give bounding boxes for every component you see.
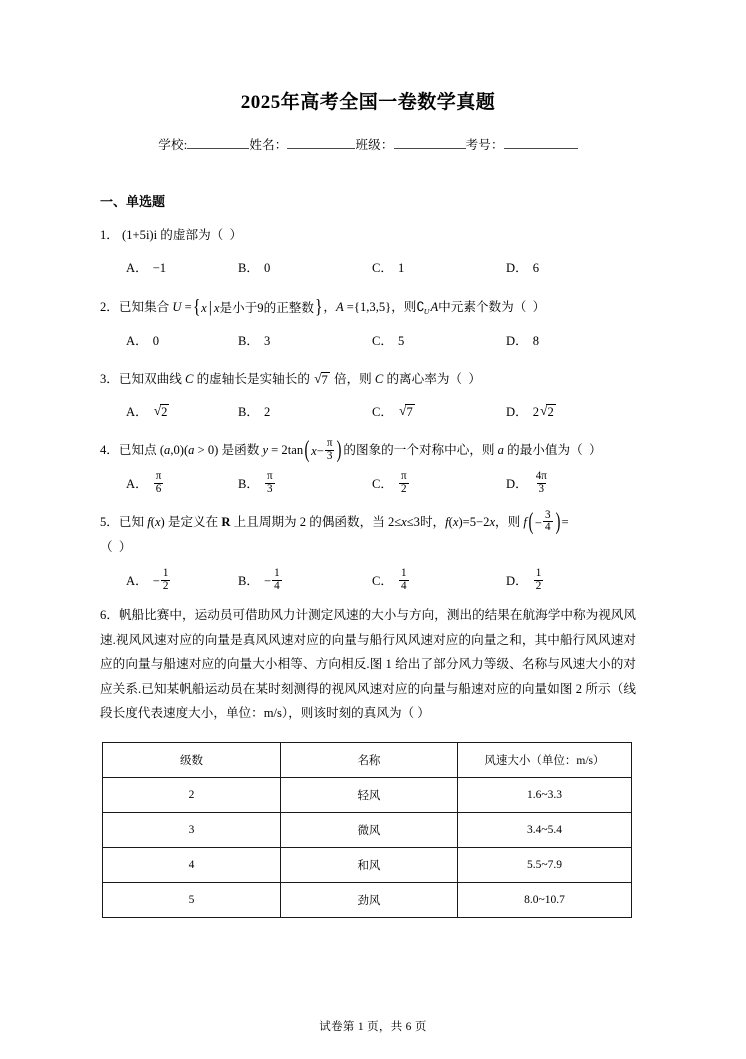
wind-scale-table [102,742,632,918]
option-value: 8 [532,334,539,349]
question-3-options [100,400,636,425]
cell-level: 4 [103,848,281,883]
cell-name: 轻风 [280,778,457,813]
question-2-option-d[interactable] [506,329,626,354]
question-3-number: 3． [100,371,119,386]
cell-name: 劲风 [280,883,457,918]
cell-speed: 8.0~10.7 [457,883,631,918]
question-5-option-b[interactable]: B． − $\frac{1}{4}$ [238,566,280,592]
exam-id-blank[interactable] [504,148,578,149]
option-value: 2 [264,405,271,420]
cell-level: 5 [103,883,281,918]
option-label: D． [506,477,528,492]
question-6 [100,603,636,726]
sqrt-7-inline: √ 7 [314,370,328,387]
question-5-options [100,566,636,594]
fraction: $\frac{1}{4}$ [274,566,280,592]
cell-level: 2 [103,778,281,813]
question-4-stem: 4．已知点 (a,0)(a > 0) 是函数 y = 2tan ( x − $\frac{\pi}{3}$ ) 的图象的一个对称中心，则 a 的最小值为（ ） [100,436,602,464]
question-3 [100,367,636,425]
question-3-option-d[interactable]: D． 2 √ 2 [506,400,626,425]
option-label: D． [506,573,528,588]
question-6-number: 6． [100,608,119,623]
question-5-stem: 5．已知 f(x) 是定义在 R 上且周期为 2 的偶函数，当 2≤x≤3时，f(x)=5−2x，则 f ( − $\frac{3}{4}$ ) = [100,508,569,536]
option-label: D． [506,334,528,349]
question-2 [100,294,636,354]
option-label: B． [238,261,259,276]
option-label: A． [126,405,148,420]
option-value: 6 [532,261,539,276]
sqrt-7: √ 7 [399,403,413,420]
question-4-options [100,472,636,497]
option-value: −1 [152,261,167,276]
question-1-stem: 1． (1+5i)i 的虚部为（ ） [100,227,243,242]
table-header-row [103,743,632,778]
question-5-number: 5． [100,514,119,529]
option-label: C． [372,334,393,349]
question-3-option-a[interactable] [126,400,238,425]
question-5-stem-cont: （ ） [100,540,132,555]
class-label: 班级： [355,137,394,152]
option-value: 3 [264,334,271,349]
set-u-symbol: U [172,299,182,314]
sqrt-2: √ 2 [153,403,168,420]
option-label: B． [238,334,259,349]
question-1-option-b[interactable] [238,256,372,281]
fraction: $\frac{1}{2}$ [162,566,169,592]
fraction-neg-3-4: $\frac{3}{4}$ [544,508,551,534]
option-label: C． [372,261,393,276]
table-row [103,848,632,883]
question-2-option-c[interactable] [372,329,506,354]
question-2-options [100,329,636,354]
fraction-pi-3: $\frac{\pi}{3}$ [326,436,333,462]
question-2-option-b[interactable] [238,329,372,354]
question-1 [100,223,636,281]
table-row [103,778,632,813]
question-5-option-d[interactable] [506,566,626,594]
formula-paren-group: ( x − $\frac{\pi}{3}$ ) [304,436,342,464]
option-label: A． [126,334,148,349]
question-4-option-a[interactable] [126,472,238,497]
student-info-line [100,135,636,153]
table-row [103,813,632,848]
option-value: 5 [398,334,405,349]
name-blank[interactable] [287,148,355,149]
option-label: A． [126,261,148,276]
question-5-option-a[interactable]: A． − $\frac{1}{2}$ [126,566,169,592]
table-header-level: 级数 [103,743,281,778]
option-label: A． [126,477,148,492]
sqrt-2-coef: √ 2 [540,403,554,420]
fraction: $\frac{1}{4}$ [401,566,407,592]
question-1-options [100,256,636,281]
set-variable: x [201,300,207,315]
option-label: B． [238,405,259,420]
table-header-speed: 风速大小（单位：m/s） [457,743,631,778]
table-header-name: 名称 [280,743,457,778]
cell-name: 微风 [280,813,457,848]
fraction: $\frac{\pi}{6}$ [155,470,162,496]
question-1-option-a[interactable] [126,256,238,281]
question-4-option-d[interactable] [506,472,626,497]
exam-id-label: 考号： [465,137,504,152]
option-value: 0 [152,334,159,349]
question-3-stem: 3．已知双曲线 C 的虚轴长是实轴长的 √ 7 倍，则 C 的离心率为（ ） [100,370,481,387]
option-label: C． [372,405,393,420]
option-label: D． [506,405,528,420]
page-footer: 试卷第 1 页，共 6 页 [319,1021,427,1033]
page-title: 2025年高考全国一卷数学真题 [240,92,496,113]
fraction: $\frac{\pi}{3}$ [267,470,273,496]
question-1-option-c[interactable] [372,256,506,281]
formula-paren-group: ( − $\frac{3}{4}$ ) [528,508,560,536]
fraction: $\frac{1}{2}$ [535,566,542,592]
cell-speed: 3.4~5.4 [457,813,631,848]
cell-name: 和风 [280,848,457,883]
question-1-number: 1． [100,227,119,242]
question-6-stem [100,603,636,726]
option-value: 1 [398,261,405,276]
question-4-option-c[interactable] [372,472,506,497]
question-4 [100,438,636,497]
fraction: $\frac{4\pi}{3}$ [535,470,547,496]
school-label: 学校: [158,137,188,152]
fraction: $\frac{\pi}{2}$ [401,470,407,496]
question-4-option-b[interactable] [238,472,372,497]
question-2-number: 2． [100,299,119,314]
cell-level: 3 [103,813,281,848]
question-2-option-a[interactable] [126,329,238,354]
set-a-symbol: A [335,299,344,314]
cell-speed: 1.6~3.3 [457,778,631,813]
question-3-option-b[interactable] [238,400,372,425]
question-6-text: 帆船比赛中，运动员可借助风力计测定风速的大小与方向，测出的结果在航海学中称为视风风速.视风风速对应的向量是真风风速对应的向量与船行风风速对应的向量之和，其中船行风风速对应的向量与船速对应的向量大小相等、方向相反.图 1 给出了部分风力等级、名称与风速大小的对应关系.已知某帆船运动员在某时刻测得的视风风速对应的向量与船速对应的向量如图 2 所示（线段长度代表速度大小，单位：m/s），则该时刻的真风为（ ） [100,608,637,721]
question-5-option-c[interactable] [372,566,506,594]
set-condition: 是小于9的正整数 [219,300,314,315]
option-label: D． [506,261,528,276]
page-content [100,0,636,918]
section-heading-single-choice: 一、单选题 [100,193,166,209]
class-blank[interactable] [394,148,466,149]
option-value: 0 [264,261,271,276]
option-label: C． [372,573,393,588]
question-3-option-c[interactable] [372,400,506,425]
question-1-option-d[interactable] [506,256,626,281]
question-5 [100,510,636,593]
option-label: B． [238,573,259,588]
complement-symbol: $∁_U$ [416,298,430,316]
complement-target: A [430,299,439,314]
set-a-value: {1,3,5} [353,299,392,314]
cell-speed: 5.5~7.9 [457,848,631,883]
question-2-stem: 2．已知集合 U = { x | x 是小于9的正整数 } ，A ={1,3,5}，则$∁_UA$中元素个数为（ ） [100,294,636,320]
table-row [103,883,632,918]
option-label: C． [372,477,393,492]
option-label: B． [238,477,259,492]
complement-subscript: U [423,306,430,316]
option-label: A． [126,573,148,588]
name-label: 姓名： [249,137,288,152]
question-4-number: 4． [100,442,119,457]
school-blank[interactable] [187,148,249,149]
